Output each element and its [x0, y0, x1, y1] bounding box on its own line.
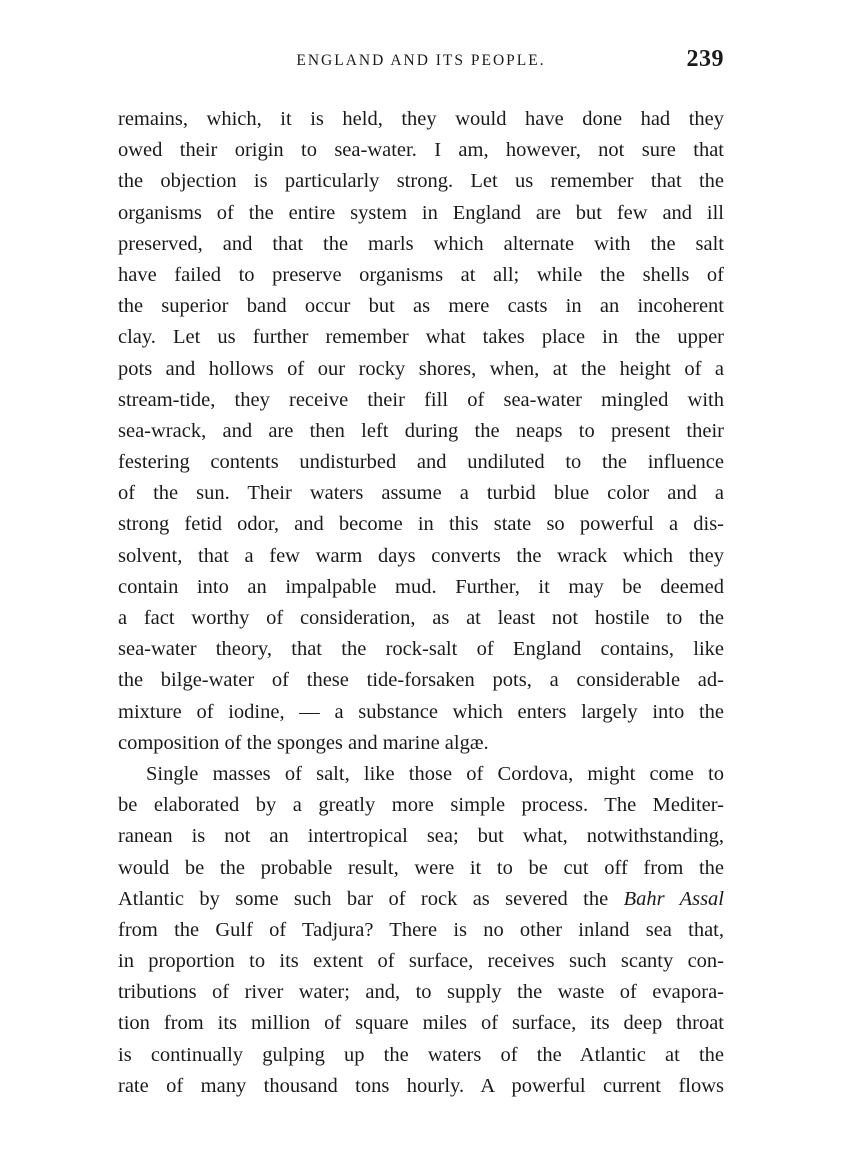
paragraph-2: [118, 759, 724, 1102]
text-line: have failed to preserve organisms at all; while the shells of: [118, 263, 724, 286]
text-line: rate of many thousand tons hourly. A powerful current flows: [118, 1074, 724, 1097]
text-line: the bilge-water of these tide-forsaken pots, a considerable ad-: [118, 669, 724, 692]
page-number: 239: [686, 46, 724, 72]
text-line: a fact worthy of consideration, as at least not hostile to the: [118, 607, 724, 629]
text-line: be elaborated by a greatly more simple process. The Mediter-: [118, 794, 724, 817]
text-line-with-italic: [118, 884, 724, 915]
running-title: ENGLAND AND ITS PEOPLE.: [296, 52, 546, 69]
text-line: contain into an impalpable mud. Further, it may be deemed: [118, 575, 724, 598]
text-line: of the sun. Their waters assume a turbid blue color and a: [118, 482, 724, 505]
text-line: the objection is particularly strong. Let us remember that the: [118, 170, 724, 193]
running-head: [118, 46, 724, 76]
text-line: stream-tide, they receive their fill of sea-water mingled with: [118, 388, 724, 411]
text-line: Single masses of salt, like those of Cordova, might come to: [146, 762, 724, 785]
text-line: sea-wrack, and are then left during the neaps to present their: [118, 419, 724, 442]
line-prefix: Atlantic by some such bar of rock as severed the: [118, 887, 609, 910]
text-line: is continually gulping up the waters of the Atlantic at the: [118, 1043, 724, 1066]
text-line: composition of the sponges and marine algæ.: [118, 731, 489, 754]
text-line: tributions of river water; and, to supply the waste of evapora-: [118, 981, 724, 1004]
text-line: solvent, that a few warm days converts the wrack which they: [118, 544, 724, 567]
text-line: would be the probable result, were it to be cut off from the: [118, 856, 724, 879]
text-line: preserved, and that the marls which alternate with the salt: [118, 232, 724, 255]
text-line: the superior band occur but as mere casts in an incoherent: [118, 295, 724, 318]
text-line: strong fetid odor, and become in this state so powerful a dis-: [118, 513, 724, 536]
text-line: tion from its million of square miles of surface, its deep throat: [118, 1012, 724, 1035]
text-line: organisms of the entire system in England are but few and ill: [118, 201, 724, 224]
text-line: festering contents undisturbed and undiluted to the influence: [118, 451, 724, 474]
text-line: from the Gulf of Tadjura? There is no other inland sea that,: [118, 918, 724, 941]
text-line: clay. Let us further remember what takes place in the upper: [118, 326, 724, 349]
text-line: sea-water theory, that the rock-salt of England contains, like: [118, 638, 724, 661]
body-text: [118, 104, 724, 1102]
text-line: mixture of iodine, — a substance which enters largely into the: [118, 700, 724, 723]
text-line: pots and hollows of our rocky shores, when, at the height of a: [118, 357, 724, 380]
text-line: in proportion to its extent of surface, receives such scanty con-: [118, 950, 724, 973]
text-line: owed their origin to sea-water. I am, however, not sure that: [118, 139, 724, 162]
text-line: remains, which, it is held, they would have done had they: [118, 108, 724, 130]
paragraph-1: [118, 104, 724, 759]
italic-place-name: Bahr Assal: [623, 887, 724, 910]
text-line: ranean is not an intertropical sea; but what, notwithstanding,: [118, 825, 724, 848]
